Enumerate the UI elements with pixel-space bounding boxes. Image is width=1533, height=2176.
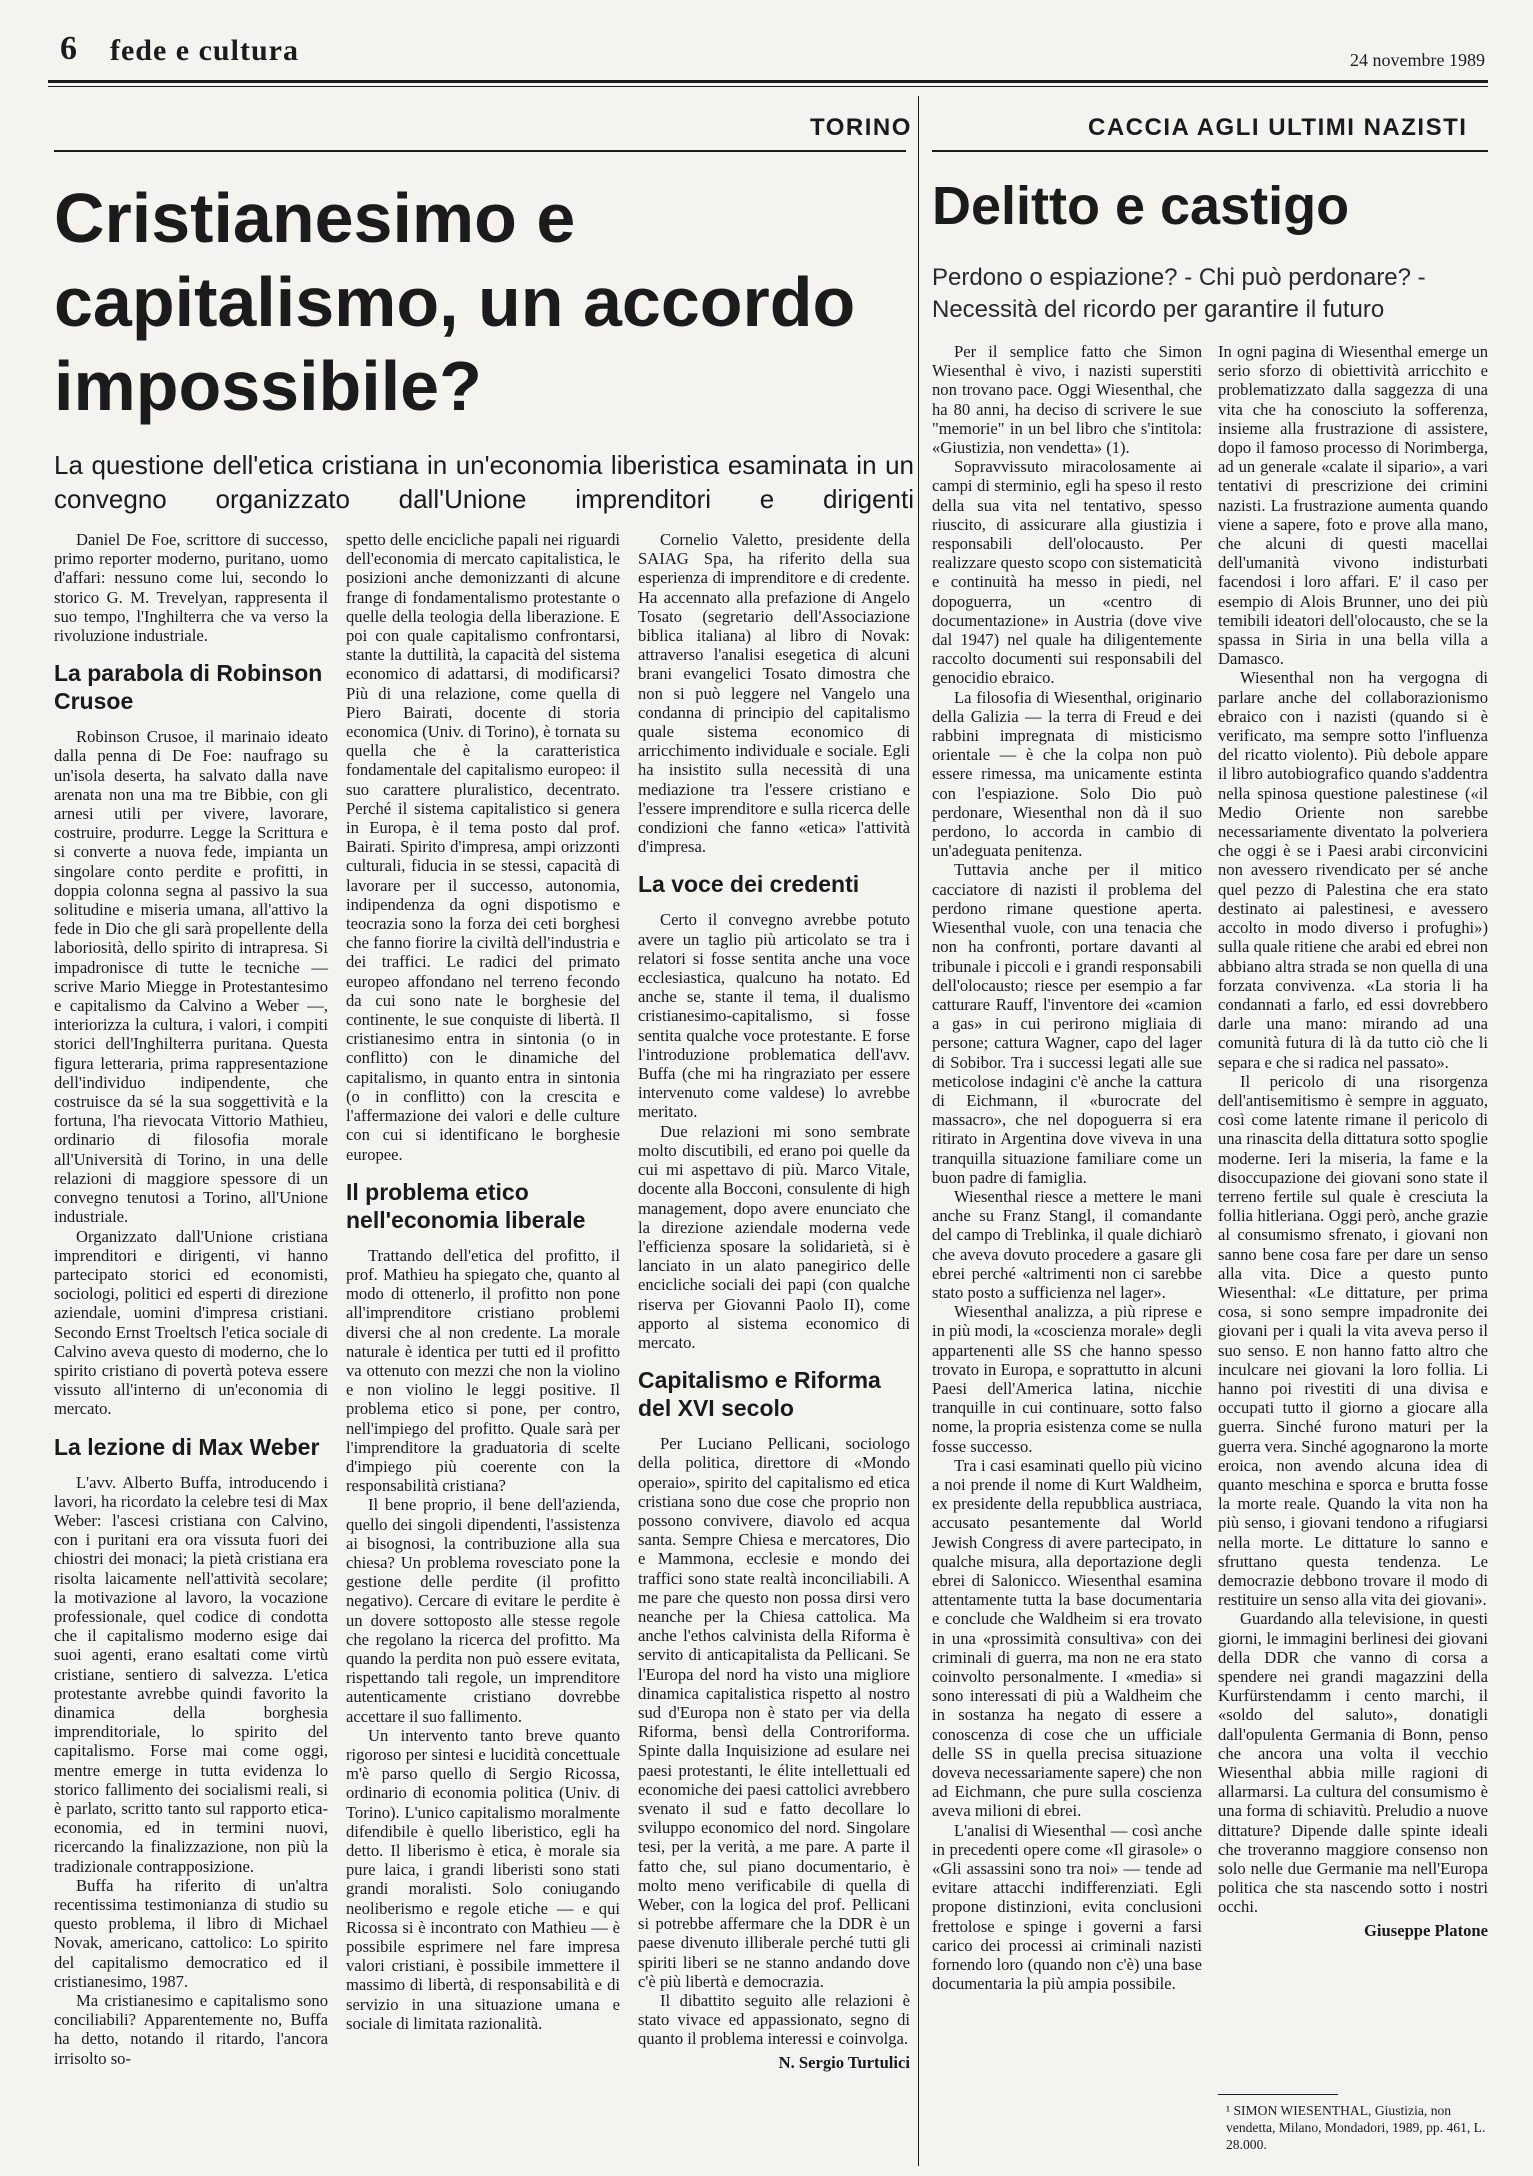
right-column-2 [1218, 342, 1488, 1940]
paragraph: Il dibattito seguito alle relazioni è stato vivace ed appassionato, segno di quanto il problema interessi e coinvolga. [638, 1991, 910, 2049]
footnote-rule [1218, 2094, 1338, 2095]
paragraph: Per il semplice fatto che Simon Wiesenthal è vivo, i nazisti superstiti non trovano pace. Oggi Wiesenthal, che ha 80 anni, ha deciso di scrivere le sue "memorie" in un bel libro che s'intitola: «Giustizia, non vendetta» (1). [932, 342, 1202, 458]
left-column-1 [54, 530, 328, 2068]
right-kicker: CACCIA AGLI ULTIMI NAZISTI [1088, 114, 1468, 141]
right-headline: Delitto e castigo [932, 176, 1350, 236]
right-kicker-rule [932, 150, 1488, 152]
subheading: Capitalismo e Riforma del XVI secolo [638, 1367, 881, 1422]
left-kicker: TORINO [810, 114, 912, 141]
paragraph: La filosofia di Wiesenthal, originario della Galizia — la terra di Freud e dei rabbini impregnata di misticismo orientale — è che la colpa non può essere rimessa, ma unicamente estinta con l'espiazione. Solo Dio può perdonare, Wiesenthal non dà il suo perdono, lo accorda in cambio di un'adeguata penitenza. [932, 687, 1202, 861]
paragraph: Organizzato dall'Unione cristiana imprenditori e dirigenti, vi hanno partecipato storici ed economisti, sociologi, politici ed esperti di direzione aziendale, uomini d'impresa cristiani. Secondo Ernst Troeltsch l'etica sociale di Calvino aveva questo di moderno, che lo spirito cristiano di povertà poteva essere vissuto all'interno di un'economia di mercato. [54, 1226, 328, 1419]
masthead-rule [48, 80, 1488, 83]
paragraph: L'analisi di Wiesenthal — così anche in precedenti opere come «Il girasole» o «Gli assassini sono tra noi» — tende ad evitare attacchi indifferenziati. Egli propone distinzioni, evita conclusioni frettolose e spinge i governi a farsi carico dei processi ai criminali nazisti fornendo loro (quando non c'è) una base documentaria la più ampia possibile. [932, 1820, 1202, 1994]
paragraph: Wiesenthal non ha vergogna di parlare anche del collaborazionismo ebraico con i nazisti (quando si è verificato, ma sempre sotto l'influenza del ricatto violento). Più debole appare il libro autobiografico quando s'addentra nella spinosa questione palestinese («il Medio Oriente non sarebbe necessariamente diventato la polveriera che oggi è se i Paesi arabi circonvicini non avessero rivendicato per sé anche quel pezzo di Palestina che era stato destinato ai palestinesi, e avessero accolto in modo diverso i profughi») sulla quale ritiene che arabi ed ebrei non abbiano altra strada se non quella di una forzata convivenza. «La storia li ha condannati a farlo, ed essi dovrebbero darle una mano: mirando ad una comunità futura di là da tutto ciò che li separa e che si radica nel passato». [1218, 668, 1488, 1072]
author-signature: N. Sergio Turtulici [778, 2052, 910, 2072]
author-signature: Giuseppe Platone [1364, 1920, 1488, 1940]
subheading: Il problema etico nell'economia liberale [346, 1178, 586, 1233]
paragraph: spetto delle encicliche papali nei riguardi dell'economia di mercato capitalistica, le posizioni anche demonizzanti di alcune frange di fondamentalismo protestante o quelle della teologia della liberazione. E poi con quale capitalismo confrontarsi, stante la duttilità, la capacità del sistema economico di adattarsi, di modificarsi? Più di una relazione, come quella di Piero Bairati, docente di storia economica (Univ. di Torino), è tornata su quella che è la caratteristica fondamentale del capitalismo europeo: il suo carattere pluralistico, decentrato. Perché il sistema capitalistico si genera in Europa, è il tema posto dal prof. Bairati. Spirito d'impresa, ampi orizzonti culturali, fiducia in se stessi, capacità di lavorare per il successo, autonomia, indipendenza da ogni dispotismo e teocrazia sono la forza dei ceti borghesi che fanno fiorire la civiltà dell'industria e dei traffici. Le radici del primato europeo affondano nel terreno fecondo da cui sono nate le borghesie del continente, le sue conquiste di libertà. Il cristianesimo entra in sintonia (o in conflitto) con le dinamiche del capitalismo, in quanto entra in sintonia (o in conflitto) con la crescita e l'affermazione dei valori e delle culture con cui si identificano le borghesie europee. [346, 530, 620, 1164]
subheading: La parabola di Robinson Crusoe [54, 660, 323, 715]
paragraph: Un intervento tanto breve quanto rigoroso per sintesi e lucidità concettuale m'è parso quello di Sergio Ricossa, ordinario di economia politica (Univ. di Torino). L'unico capitalismo moralmente difendibile è quello liberistico, egli ha detto. Il liberismo è etica, è morale sia pure laica, i grandi liberisti sono stati grandi moralisti. Solo coniugando neoliberismo e regole etiche — e qui Ricossa si è incontrato con Mathieu — è possibile esprimere nel fare impresa valori cristiani, è possibile immettere il massimo di libertà, di responsabilità e di servizio in una situazione umana e sociale di limitata razionalità. [346, 1725, 620, 2033]
left-kicker-rule [54, 150, 906, 152]
left-column-2 [346, 530, 620, 2033]
left-column-3 [638, 530, 910, 2072]
section-title: fede e cultura [110, 34, 299, 67]
paragraph: Sopravvissuto miracolosamente ai campi di sterminio, egli ha speso il resto della sua vita nel tentativo, spesso riuscito, di assicurare alla giustizia i responsabili dell'olocausto. Per realizzare questo scopo con sistematicità e continuità ha messo in piedi, nel dopoguerra, un «centro di documentazione» in Austria (dove vive dal 1947) nel quale ha diligentemente raccolto documenti sui responsabili del genocidio ebraico. [932, 457, 1202, 688]
subheading: La lezione di Max Weber [54, 1433, 320, 1460]
paragraph: Robinson Crusoe, il marinaio ideato dalla penna di De Foe: naufrago su un'isola deserta, ha salvato dalla nave arenata non una ma tre Bibbie, con gli arnesi utili per vivere, lavorare, costruire, produrre. Legge la Scrittura e si converte a nuova fede, impianta un singolare conto perdite e profitti, in doppia colonna segna al passivo la sua solitudine e miseria umana, all'attivo la fede in Dio che gli sarà propellente della laboriosità, dello spirito di intrapresa. Si impadronisce di tutte le tecniche — scrive Mario Miegge in Protestantesimo e capitalismo da Calvino a Weber —, interiorizza la cultura, i valori, i compiti storici dell'Inghilterra puritana. Questa figura letteraria, prima rappresentazione dell'individuo indipendente, che costruisce da sé la sua soggettività e la fortuna, l'ha rievocata Vittorio Mathieu, ordinario di filosofia morale all'Università di Torino, in una delle relazioni di maggiore spessore di un convegno tenutosi a Torino, all'Unione industriale. [54, 727, 328, 1227]
paragraph: In ogni pagina di Wiesenthal emerge un serio sforzo di obiettività arricchito e problematizzato dalla saggezza di una vita che ha conosciuto la sofferenza, insieme alla frustrazione di assistere, dopo il famoso processo di Norimberga, ad un generale «calate il sipario», a vari tentativi di prescrizione dei crimini nazisti. La frustrazione aumenta quando viene a sapere, foto e prove alla mano, che alcuni di questi macellai dell'umanità vivono indisturbati facendosi i loro affari. E' il caso per esempio di Alois Brunner, uno dei più temibili ideatori dell'olocausto, che se la spassa in Siria in una bella villa a Damasco. [1218, 342, 1488, 669]
right-subtitle: Perdono o espiazione? - Chi può perdonare? - Necessità del ricordo per garantire il futuro [932, 264, 1426, 323]
masthead-rule-thin [48, 86, 1488, 87]
paragraph: Wiesenthal riesce a mettere le mani anche su Franz Stangl, il comandante del campo di Treblinka, il quale dichiarò che aveva dovuto procedere a gasare gli ebrei perché «altrimenti non ci sarebbe stato posto a sufficienza nel lager». [932, 1186, 1202, 1302]
paragraph: Guardando alla televisione, in questi giorni, le immagini berlinesi dei giovani della DDR che vanno di corsa a spendere nei grandi magazzini della Kurfürstendamm i cento marchi, il «soldo del saluto», donatigli dall'opulenta Germania di Bonn, penso che ancora una volta il vecchio Wiesenthal abbia mille ragioni di allarmarsi. La cultura del consumismo è una forma di schiavitù. Preludio a nuove dittature? Dipende dalle spinte ideali che troveranno maggiore consenso non solo nelle due Germanie ma nell'Europa politica che sta nascendo sotto i nostri occhi. [1218, 1609, 1488, 1917]
left-headline: Cristianesimo e capitalismo, un accordo impossibile? [54, 179, 856, 425]
paragraph: Tuttavia anche per il mitico cacciatore di nazisti il problema del perdono rimane questione aperta. Wiesenthal vuole, con una tenacia che non ha confronti, portare davanti al tribunale i piccoli e i grandi responsabili dell'olocausto; riesce per esempio a far catturare Rauff, l'inventore dei «camion a gas» in cui perirono migliaia di persone; cattura Wagner, capo del lager di Sobibor. Tra i successi legati alle sue meticolose indagini c'è anche la cattura di Eichmann, il «burocrate del massacro», che nel dopoguerra si era ritirato in Argentina dove viveva in una tranquilla situazione familiare come un buon padre di famiglia. [932, 860, 1202, 1187]
paragraph: Il pericolo di una risorgenza dell'antisemitismo è sempre in agguato, così come latente rimane il pericolo di una rinascita della dittatura sotto spoglie moderne. Ieri la miseria, la fame e la disoccupazione dei giovani sono state il terreno fertile sul quale è cresciuta la follia hitleriana. Oggi però, anche grazie al consumismo sfrenato, i giovani non sanno bene cosa fare per dare un senso alla vita. Dice a questo punto Wiesenthal: «Le dittature, per prima cosa, si sono sempre impadronite dei giovani per i quali la vita aveva perso il suo senso. E non hanno fatto altro che inculcare nei giovani la loro follia. Li hanno poi rivestiti di una divisa e occupati tutto il giorno a giocare alla guerra. Sinché furono maturi per la guerra vera. Sinché agognarono la morte eroica, non avendo alcuna idea di quanto meschina e sporca e brutta fosse la morte reale. Quando la vita non ha più senso, i giovani tendono a rifugiarsi nella morte. Le dittature lo sanno e sfruttano questa tendenza. Le democrazie debbono trovare il modo di restituire un senso alla vita dei giovani». [1218, 1071, 1488, 1610]
paragraph: Per Luciano Pellicani, sociologo della politica, direttore di «Mondo operaio», spirito del capitalismo ed etica cristiana sono due cose che proprio non possono convivere, diavolo ed acqua santa. Sempre Chiesa e mercatores, Dio e Mammona, ecclesie e mondo dei traffici sono state realtà inconciliabili. A me pare che questo non possa dirsi vero neanche per la Chiesa cattolica. Ma anche l'ethos calvinista della Riforma è servito di anticapitalista da Pellicani. Se l'Europa del nord ha visto una migliore dinamica capitalistica rispetto al nostro sud d'Europa non è stato per via della Riforma, bensì della Controriforma. Spinte dalla Inquisizione ad esulare nei paesi protestanti, le élite intellettuali ed economiche dei paesi cattolici avrebbero svenato il sud e fatto decollare lo sviluppo economico del nord. Singolare tesi, per la verità, a me pare. A parte il fatto che, sul piano documentario, è molto meno verificabile di quella di Weber, con la logica del prof. Pellicani si potrebbe affermare che la DDR è un paese divenuto illiberale perché tutti gli spiriti liberi se ne stanno andando dove c'è più libertà e democrazia. [638, 1434, 910, 1991]
paragraph: Daniel De Foe, scrittore di successo, primo reporter moderno, puritano, uomo d'affari: nessuno come lui, secondo lo storico G. M. Trevelyan, rappresenta il suo tempo, l'Inghilterra che va verso la rivoluzione industriale. [54, 530, 328, 646]
issue-date: 24 novembre 1989 [1350, 50, 1485, 70]
paragraph: Il bene proprio, il bene dell'azienda, quello dei singoli dipendenti, l'assistenza ai bisognosi, la contribuzione alla sua chiesa? Un problema rovesciato pone la gestione delle perdite (il profitto negativo). Cercare di evitare le perdite è un dovere sottoposto alle stesse regole che regolano la ricerca del profitto. Ma quando la perdita non può essere evitata, rispettando tali regole, un imprenditore autenticamente cristiano dovrebbe accettare il suo fallimento. [346, 1495, 620, 1726]
paragraph: Buffa ha riferito di un'altra recentissima testimonianza di studio su questo problema, il libro di Michael Novak, americano, cattolico: Lo spirito del capitalismo democratico ed il cristianesimo, 1987. [54, 1875, 328, 1991]
paragraph: L'avv. Alberto Buffa, introducendo i lavori, ha ricordato la celebre tesi di Max Weber: l'ascesi cristiana con Calvino, con i puritani era ora vissuta fuori dei chiostri dei monaci; la pietà cristiana era risolta laicamente nell'attività secolare; la motivazione al lavoro, la vocazione professionale, quel codice di condotta che il capitalismo moderno esige dai suoi agenti, erano esaltati come virtù cristiane, sentiero di salvezza. L'etica protestante avrebbe quindi favorito la dinamica della borghesia imprenditoriale, lo spirito del capitalismo. Forse mai come oggi, mentre emerge in tutta evidenza lo storico fallimento dei socialismi reali, si è parlato, scritto tanto sul rapporto etica-economia, ed in termini nuovi, ricercando la finalizzazione, non più la tradizionale contrapposizione. [54, 1472, 328, 1876]
paragraph: Certo il convegno avrebbe potuto avere un taglio più articolato se tra i relatori si fosse sentita anche una voce ecclesiastica, qualcuno ha notato. Ed anche se, stante il tema, il dualismo cristianesimo-capitalismo, si fosse sentita qualche voce protestante. E forse l'introduzione problematica dell'avv. Buffa (che mi ha ringraziato per essere intervenuto come valdese) lo avrebbe meritato. [638, 910, 910, 1122]
left-subtitle: La questione dell'etica cristiana in un'economia liberistica esaminata in un convegno organizzato dall'Unione imprenditori e dirigenti [54, 450, 914, 514]
page-number: 6 [60, 30, 77, 67]
paragraph: Tra i casi esaminati quello più vicino a noi prende il nome di Kurt Waldheim, ex presidente della repubblica austriaca, accusato pesantemente dal World Jewish Congress di avere partecipato, in qualche misura, alla deportazione degli ebrei di Salonicco. Wiesenthal esamina attentamente tutta la base documentaria e conclude che Waldheim si era trovato in una «prossimità consultiva» con dei criminali di guerra, ma non ne era stato coinvolto personalmente. I «media» si sono interessati di più a Waldheim che in sostanza ha negato di essere a conoscenza di cose che un ufficiale delle SS in quella precisa situazione doveva necessariamente sapere) che non ad Eichmann, che pure sulla coscienza aveva milioni di ebrei. [932, 1455, 1202, 1821]
footnote: ¹ SIMON WIESENTHAL, Giustizia, non vendetta, Milano, Mondadori, 1989, pp. 461, L. 28.000. [1226, 2103, 1486, 2152]
paragraph: Cornelio Valetto, presidente della SAIAG Spa, ha riferito della sua esperienza di imprenditore e di credente. Ha accennato alla prefazione di Angelo Tosato (segretario dell'Associazione biblica italiana) al libro di Novak: attraverso l'analisi esegetica di alcuni brani evangelici Tosato dimostra che non si può leggere nel Vangelo una condanna di principio del capitalismo quale sistema economico di arricchimento individuale e sociale. Egli ha insistito sulla necessità di una mediazione tra l'essere cristiano e l'essere imprenditore e sulla ricerca delle condizioni che fanno «etica» l'attività d'impresa. [638, 530, 910, 857]
paragraph: Ma cristianesimo e capitalismo sono conciliabili? Apparentemente no, Buffa ha detto, notando il ritardo, l'ancora irrisolto so- [54, 1991, 328, 2068]
subheading: La voce dei credenti [638, 871, 860, 898]
right-column-1 [932, 342, 1202, 1993]
paragraph: Trattando dell'etica del profitto, il prof. Mathieu ha spiegato che, quanto al modo di ottenerlo, il profitto non pone all'imprenditore cristiano problemi diversi che al non credente. La morale naturale è identica per tutti ed il profitto va ottenuto con mezzi che non la violino e non violino le leggi positive. Il problema etico si pone, per contro, nell'impiego del profitto. Quale sarà per l'imprenditore la graduatoria di scelte d'impiego più coerente con la responsabilità cristiana? [346, 1245, 620, 1496]
paragraph: Wiesenthal analizza, a più riprese e in più modi, la «coscienza morale» degli appartenenti alle SS che hanno spesso trovato in Europa, e soprattutto in alcuni Paesi dell'America latina, nicchie tranquille in cui continuare, sotto falso nome, la propria esistenza come se nulla fosse successo. [932, 1302, 1202, 1456]
paragraph: Due relazioni mi sono sembrate molto discutibili, ed erano poi quelle da cui mi aspettavo di più. Marco Vitale, docente alla Bocconi, consulente di high management, dopo avere enunciato che la direzione aziendale moderna vede l'efficienza sposare la solidarietà, si è lanciato in un alato panegirico delle encicliche sociali dei papi (con qualche riserva per Giovanni Paolo II), come apporto al sistema economico di mercato. [638, 1121, 910, 1352]
